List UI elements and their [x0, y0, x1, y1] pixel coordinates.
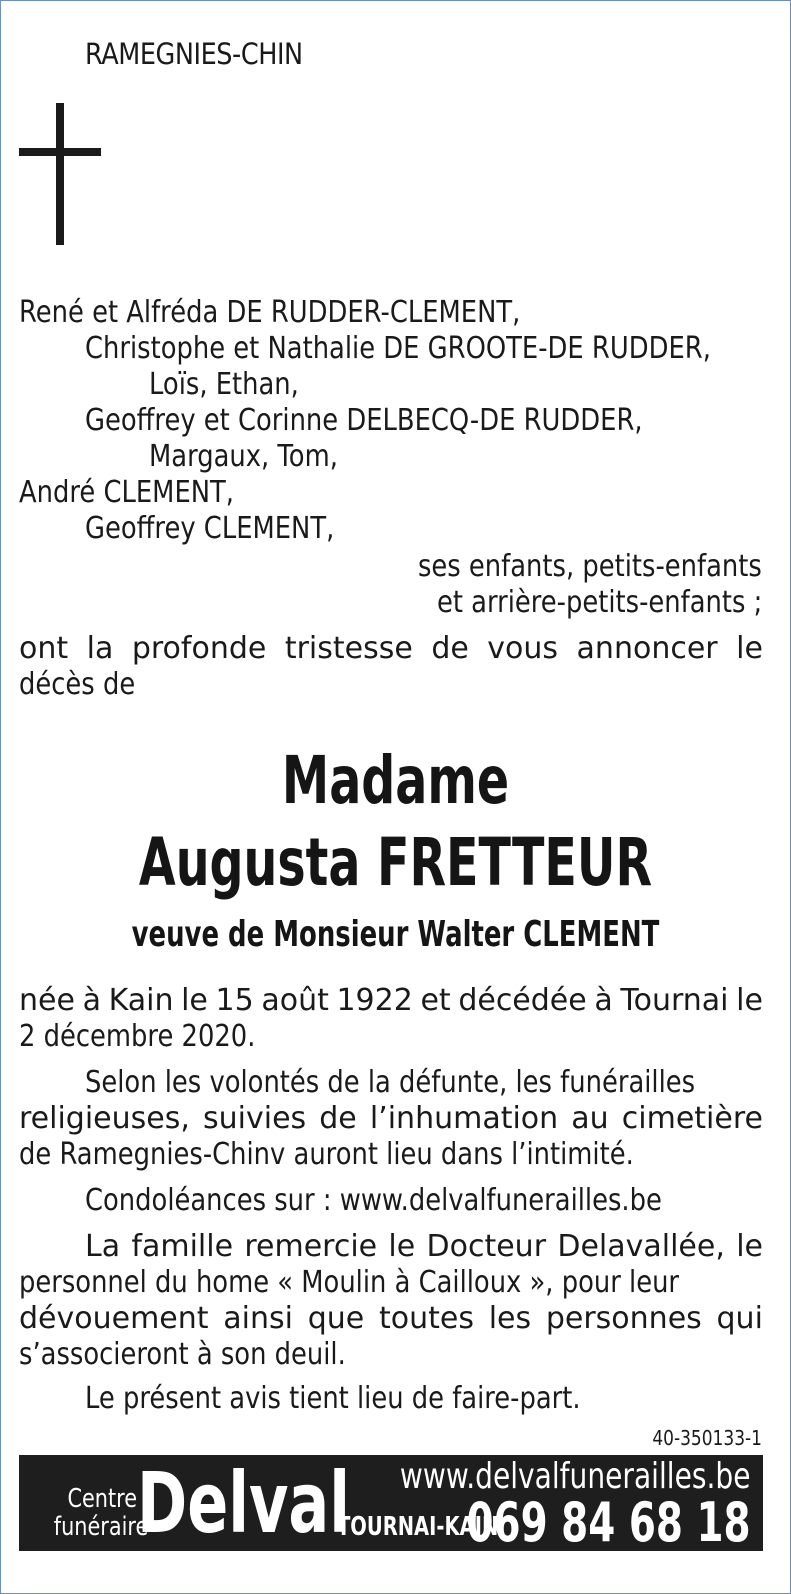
- announcement-word: profonde: [131, 631, 267, 666]
- birth-death-line-2: 2 décembre 2020.: [19, 1019, 256, 1054]
- relation-line-1: ses enfants, petits-enfants: [418, 549, 762, 584]
- centre-label-line-1: Centre: [67, 1484, 137, 1514]
- family-line-3: Loïs, Ethan,: [149, 367, 299, 402]
- family-line-6: André CLEMENT,: [19, 475, 235, 510]
- birth-death-word: à: [82, 983, 101, 1018]
- cross-icon: [19, 103, 101, 245]
- deceased-title: Madame: [281, 742, 510, 819]
- birth-death-word: Tournai: [620, 983, 729, 1018]
- thanks-word: ainsi: [223, 1301, 293, 1336]
- birth-death-line-1: [19, 983, 763, 1019]
- relation-line-2: et arrière-petits-enfants ;: [436, 585, 762, 620]
- birth-death-word: 1922: [336, 983, 413, 1018]
- funeral-line-2: [19, 1101, 763, 1137]
- thanks-word: Delavallée,: [557, 1229, 725, 1264]
- funeral-word: de: [319, 1101, 357, 1136]
- family-line-7: Geoffrey CLEMENT,: [85, 511, 335, 546]
- notice-line: Le présent avis tient lieu de faire-part.: [85, 1381, 581, 1416]
- birth-death-word: décédée: [458, 983, 587, 1018]
- funeral-line-3: de Ramegnies-Chinv auront lieu dans l’intimité.: [19, 1137, 634, 1172]
- thanks-word: toutes: [378, 1301, 474, 1336]
- thanks-word: le: [388, 1229, 416, 1264]
- location-heading: RAMEGNIES-CHIN: [85, 37, 303, 71]
- cross-vertical-bar: [56, 103, 64, 245]
- funeral-home-banner: [19, 1455, 763, 1551]
- funeral-word: au: [571, 1101, 609, 1136]
- banner-city: TOURNAI-KAIN: [337, 1512, 499, 1542]
- thanks-word: que: [307, 1301, 365, 1336]
- widow-of-line: veuve de Monsieur Walter CLEMENT: [131, 914, 660, 955]
- funeral-word: cimetière: [621, 1101, 763, 1136]
- announcement-word: ont: [19, 631, 69, 666]
- thanks-word: le: [736, 1229, 763, 1264]
- birth-death-word: née: [19, 983, 75, 1018]
- birth-death-word: et: [420, 983, 451, 1018]
- banner-phone: 069 84 68 18: [466, 1491, 751, 1551]
- announcement-word: annoncer: [576, 631, 718, 666]
- centre-label-line-2: funéraire: [53, 1512, 149, 1542]
- cross-horizontal-bar: [19, 148, 101, 156]
- birth-death-word: 15: [215, 983, 254, 1018]
- funeral-line-1: Selon les volontés de la défunte, les funérailles: [85, 1065, 696, 1100]
- centre-funeraire-label: [53, 1484, 149, 1542]
- reference-number: 40-350133-1: [652, 1426, 762, 1450]
- thanks-word: qui: [716, 1301, 763, 1336]
- thanks-word: Docteur: [426, 1229, 547, 1264]
- funeral-word: l’inhumation: [369, 1101, 559, 1136]
- family-line-1: René et Alfréda DE RUDDER-CLEMENT,: [19, 295, 521, 330]
- birth-death-word: le: [736, 983, 763, 1018]
- announcement-word: vous: [487, 631, 559, 666]
- announcement-word: tristesse: [284, 631, 413, 666]
- announcement-word: le: [736, 631, 763, 666]
- thanks-word: les: [488, 1301, 532, 1336]
- funeral-word: suivies: [203, 1101, 307, 1136]
- thanks-line-3: [19, 1301, 763, 1337]
- deceased-name: Augusta FRETTEUR: [138, 824, 653, 901]
- birth-death-word: à: [594, 983, 613, 1018]
- thanks-word: famille: [131, 1229, 234, 1264]
- family-line-4: Geoffrey et Corinne DELBECQ-DE RUDDER,: [85, 403, 643, 438]
- brand-logo-text: Delval: [137, 1455, 350, 1551]
- family-line-5: Margaux, Tom,: [149, 439, 338, 474]
- thanks-word: dévouement: [19, 1301, 209, 1336]
- birth-death-word: le: [181, 983, 208, 1018]
- thanks-word: remercie: [244, 1229, 378, 1264]
- banner-website: www.delvalfunerailles.be: [400, 1456, 751, 1497]
- funeral-word: religieuses,: [19, 1101, 190, 1136]
- thanks-line-4: s’associeront à son deuil.: [19, 1337, 346, 1372]
- announcement-word: de: [431, 631, 469, 666]
- thanks-word: La: [85, 1229, 121, 1264]
- family-line-2: Christophe et Nathalie DE GROOTE-DE RUDDER,: [85, 331, 711, 366]
- thanks-word: personnes: [545, 1301, 702, 1336]
- birth-death-word: Kain: [108, 983, 174, 1018]
- birth-death-word: août: [261, 983, 329, 1018]
- condolences-line: Condoléances sur : www.delvalfunerailles.be: [85, 1183, 662, 1218]
- thanks-line-2: personnel du home « Moulin à Cailloux », pour leur: [19, 1265, 680, 1300]
- announcement-line-1: [19, 631, 763, 667]
- announcement-line-2: décès de: [19, 667, 136, 702]
- thanks-line-1: [85, 1229, 763, 1265]
- announcement-word: la: [86, 631, 114, 666]
